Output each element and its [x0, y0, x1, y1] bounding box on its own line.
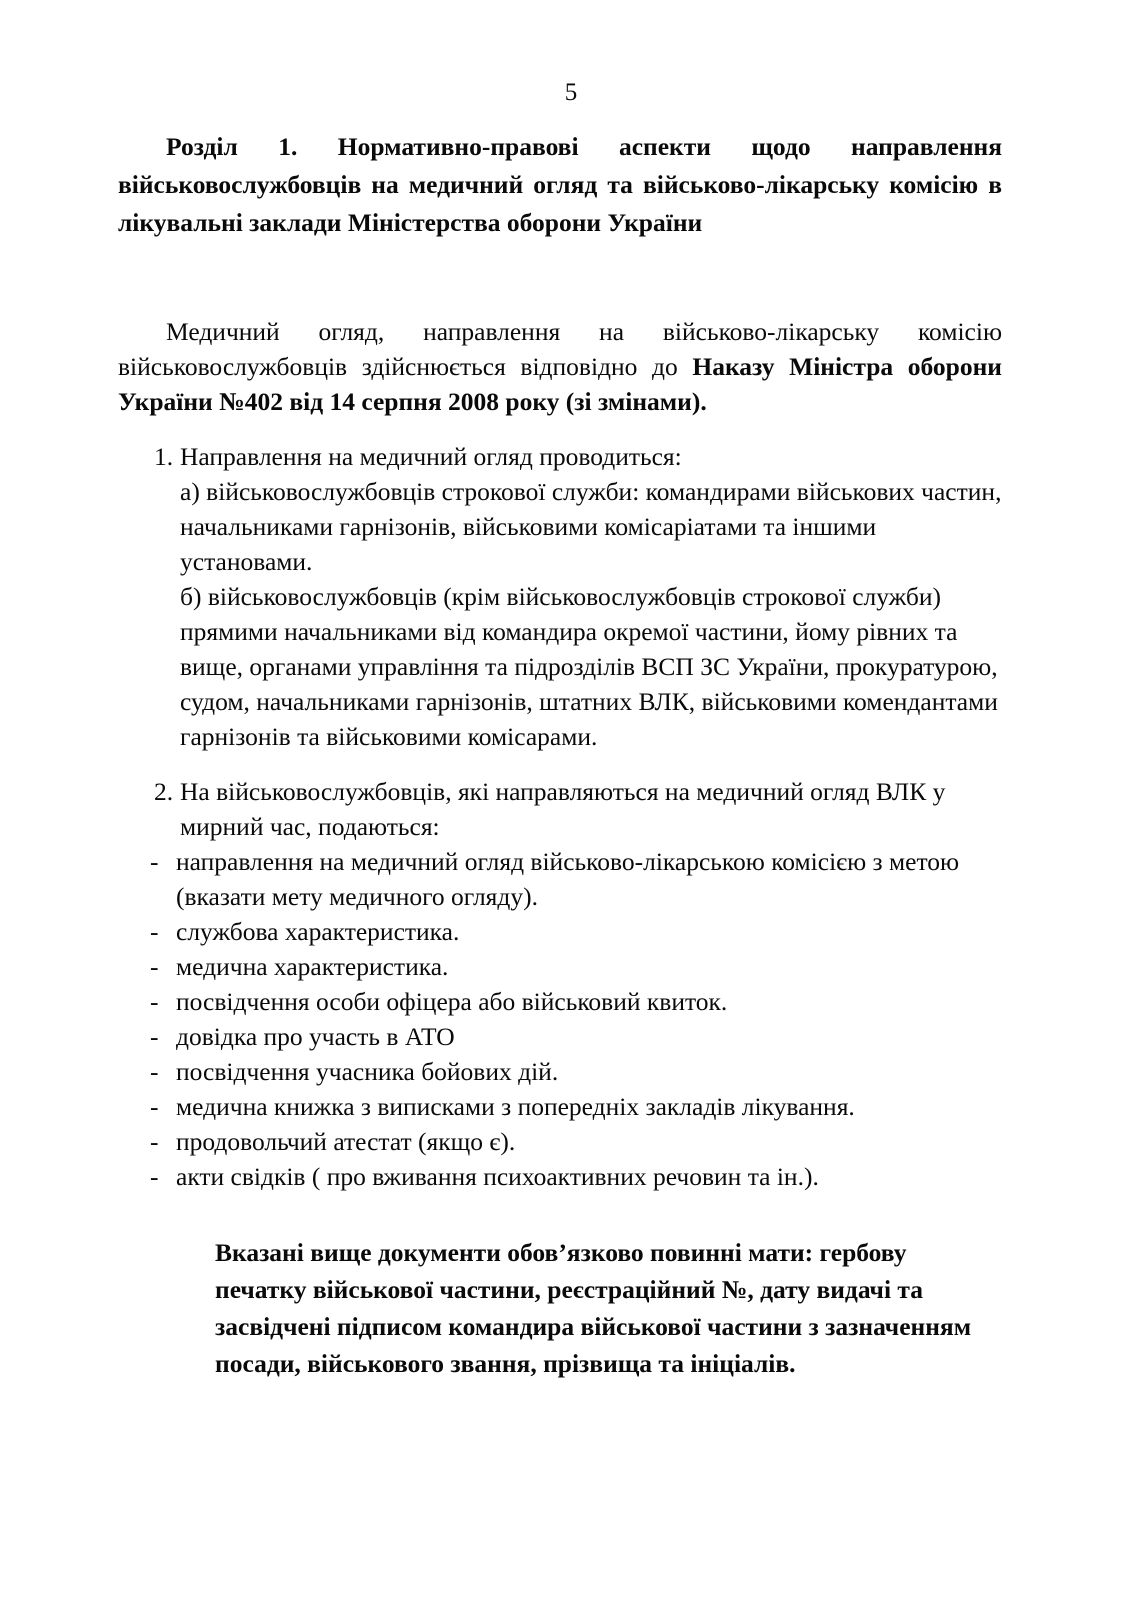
numbered-item-2-marker: 2. [154, 777, 174, 806]
heading-line-2: військовослужбовців на медичний огляд та військово-лікарську комісію в [118, 170, 1002, 199]
page-content [118, 128, 1002, 1382]
dash-marker-icon: - [150, 952, 159, 981]
list-item [118, 1089, 1002, 1124]
numbered-item-1-sub-a: а) військовослужбовців строкової служби: командирами військових частин, начальниками гарнізонів, військовими комісаріатами та іншими установами. [180, 477, 1002, 576]
numbered-item-1-lead: Направлення на медичний огляд проводиться: [180, 442, 682, 471]
dash-marker-icon: - [150, 1092, 159, 1121]
list-item-label: посвідчення особи офіцера або військовий квиток. [176, 987, 728, 1016]
list-item-label: медична книжка з виписками з попередніх закладів лікування. [176, 1092, 855, 1121]
dash-list [118, 844, 1002, 1194]
list-item [118, 984, 1002, 1019]
dash-marker-icon: - [150, 1057, 159, 1086]
dash-marker-icon: - [150, 847, 159, 876]
numbered-item-2-lead: На військовослужбовців, які направляються на медичний огляд ВЛК у мирний час, подаються: [180, 777, 946, 841]
list-item-label: посвідчення учасника бойових дій. [176, 1057, 559, 1086]
list-item [118, 844, 1002, 914]
heading-line-3: лікувальні заклади Міністерства оборони України [118, 208, 703, 237]
list-item-label: направлення на медичний огляд військово-лікарською комісією з метою (вказати мету медичного огляду). [176, 847, 960, 911]
numbered-list [118, 439, 1002, 844]
section-heading [118, 128, 1002, 242]
dash-marker-icon: - [150, 1162, 159, 1191]
list-item-label: продовольчий атестат (якщо є). [176, 1127, 516, 1156]
dash-marker-icon: - [150, 1127, 159, 1156]
list-item-label: довідка про участь в АТО [176, 1022, 455, 1051]
page-number: 5 [564, 79, 578, 106]
dash-marker-icon: - [150, 917, 159, 946]
list-item [118, 1159, 1002, 1194]
list-item [118, 1054, 1002, 1089]
list-item-label: службова характеристика. [176, 917, 460, 946]
heading-line-1: Розділ 1. Нормативно-правові аспекти щодо направлення [166, 132, 1002, 161]
numbered-item-1 [118, 439, 1002, 754]
intro-text-bold: Наказу Міністра оборони України №402 від 14 серпня 2008 року (зі змінами). [118, 352, 1003, 416]
intro-paragraph [118, 242, 1002, 419]
list-item [118, 914, 1002, 949]
list-item [118, 1019, 1002, 1054]
closing-paragraph: Вказані вище документи обов’язково повинні мати: гербову печатку військової частини, реєстраційний №, дату видачі та засвідчені підписом командира військової частини з зазначенням посади, військового звання, прізвища та ініціалів. [215, 1238, 972, 1378]
numbered-item-2 [118, 774, 1002, 844]
list-item [118, 949, 1002, 984]
list-item [118, 1124, 1002, 1159]
intro-text-plain: Медичний огляд, направлення на військово-лікарську комісію військовослужбовців здійснюється відповідно до [118, 317, 1002, 381]
numbered-item-1-marker: 1. [154, 442, 174, 471]
list-item-label: акти свідків ( про вживання психоактивних речовин та ін.). [176, 1162, 819, 1191]
dash-marker-icon: - [150, 1022, 159, 1051]
list-item-label: медична характеристика. [176, 952, 449, 981]
dash-marker-icon: - [150, 987, 159, 1016]
numbered-item-1-sub-b: б) військовослужбовців (крім військовослужбовців строкової служби) прямими начальниками від командира окремої частини, йому рівних та вище, органами управління та підрозділів ВСП ЗС України, прокуратурою, судом, начальниками гарнізонів, штатних ВЛК, військовими комендантами гарнізонів та військовими комісарами. [180, 582, 998, 751]
